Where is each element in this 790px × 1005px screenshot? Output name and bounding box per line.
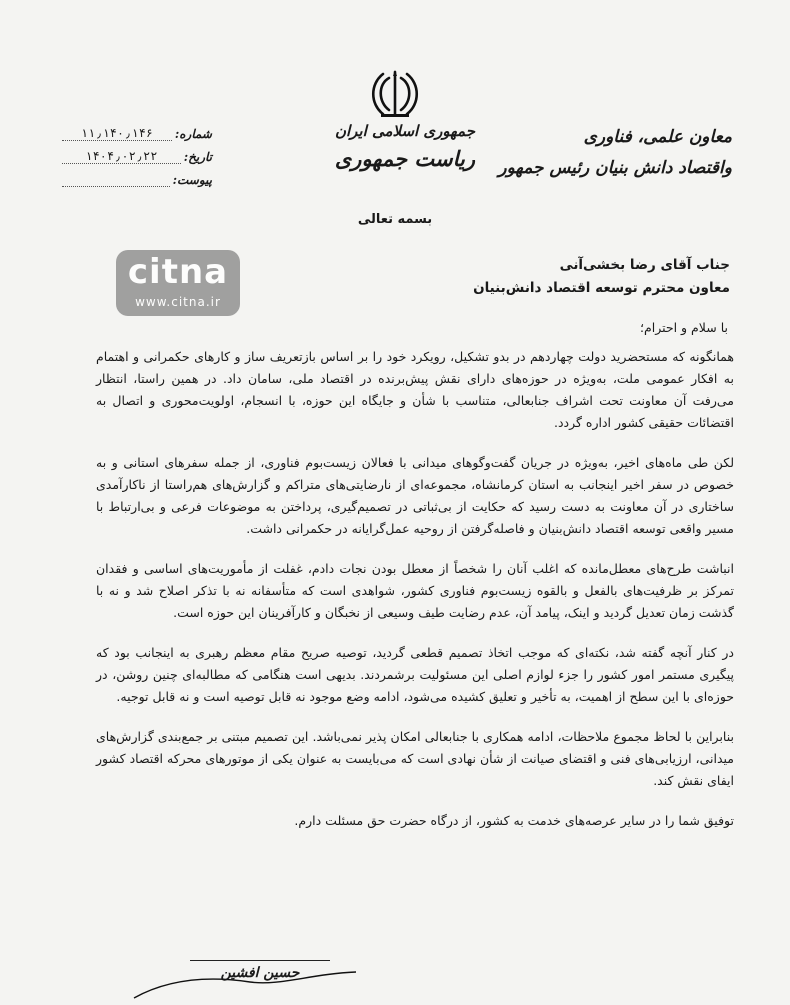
citna-watermark — [116, 250, 240, 316]
paragraph-4: در کنار آنچه گفته شد، نکته‌ای که موجب اتخاذ تصمیم قطعی گردید، توصیه صریح مقام معظم رهبری به اینجانب بود که پیگیری مستمر امور کشور را جزء لوازم اصلی این مسئولیت برشمردند. بدیهی است هنگامی که مطالبه‌ای چنین روشن، در حوزه‌ای با این سطح از اهمیت، به تأخیر و تعلیق کشیده می‌شود، ادامه وضع موجود نه قابل توصیه است و نه قابل توجیه. — [96, 645, 734, 704]
date-value: ۱۴۰۴٫۰۲٫۲۲ — [62, 149, 181, 164]
paragraph-2: لکن طی ماه‌های اخیر، به‌ویژه در جریان گفت‌وگوهای میدانی با فعالان زیست‌بوم فناوری، از جمله سفرهای استانی و به خصوص در سفر اخیر اینجانب به استان کرمانشاه، مجموعه‌ای از نارضایتی‌های متراکم و گزارش‌های هم‌راستا از ناکارآمدی ساختاری در آن معاونت به دست رسید که حکایت از بی‌ثباتی در تصمیم‌گیری، پرداختن به موضوعات فرعی و بی‌ارتباط با مسیر واقعی توسعه اقتصاد دانش‌بنیان و فاصله‌گرفتن از روحیه عمل‌گرایانه در حکمرانی داشت. — [96, 455, 734, 536]
date-label: تاریخ: — [183, 150, 212, 164]
attachment-value — [62, 186, 170, 187]
attachment-label: پیوست: — [172, 173, 212, 187]
letter-body — [96, 346, 734, 850]
signer-name: حسین افشین — [220, 965, 300, 981]
paragraph-3: انباشت طرح‌های معطل‌مانده که اغلب آنان را شخصاً از معطل بودن نجات دادم، غفلت از مأموریت‌های اساسی و فقدان تمرکز بر ظرفیت‌های بالفعل و بالقوه زیست‌بوم فناوری کشور، شواهدی است که متأسفانه نه با تذکر اصلاح شد و نه با گذشت زمان تعدیل گردید و اینک، پیامد آن، عدم رضایت طیف وسیعی از نخبگان و کارآفرینان این حوزه است. — [96, 561, 734, 620]
number-label: شماره: — [174, 127, 212, 141]
paragraph-5: بنابراین با لحاظ مجموع ملاحظات، ادامه همکاری با جنابعالی امکان پذیر نمی‌باشد. این تصمیم مبتنی بر جمع‌بندی گزارش‌های میدانی، ارزیابی‌های فنی و اقتضای صیانت از شأن نهادی است که می‌بایست به عنوان یکی از موتورهای محرکه اقتصاد کشور ایفای نقش کند. — [96, 729, 734, 788]
issuer-line-2: واقتصاد دانش بنیان رئیس جمهور — [498, 158, 732, 178]
greeting: با سلام و احترام؛ — [640, 320, 728, 335]
bismillah: بسمه تعالی — [357, 212, 433, 227]
presidency-name: ریاست جمهوری — [334, 146, 475, 171]
signature-line — [190, 960, 330, 961]
paragraph-1: همانگونه که مستحضرید دولت چهاردهم در بدو تشکیل، رویکرد خود را بر اساس بازتعریف ساز و کارهای حکمرانی و اهتمام به افکار عمومی ملت، به‌ویژه در حوزه‌های دارای نقش پیش‌برنده در اقتصاد ملی، سامان داد. در همین راستا، انتظار می‌رفت آن معاونت تحت اشراف جنابعالی، متناسب با شأن و جایگاه این حوزه، با انسجام، اولویت‌محوری و اتصال به اقتضائات حقیقی کشور اداره گردد. — [96, 349, 734, 430]
number-row — [62, 118, 212, 141]
issuer-header — [498, 122, 732, 184]
watermark-logo: citna — [127, 252, 229, 292]
issuer-line-1: معاون علمی، فناوری — [583, 127, 732, 147]
watermark-url: www.citna.ir — [135, 295, 221, 309]
signature-block — [190, 960, 330, 981]
attachment-row — [62, 164, 212, 187]
addressee — [370, 254, 730, 300]
date-row — [62, 141, 212, 164]
presidency-header — [335, 120, 475, 176]
iran-emblem-icon — [370, 68, 420, 120]
addressee-title: معاون محترم توسعه اقتصاد دانش‌بنیان — [473, 280, 730, 296]
paragraph-6: توفیق شما را در سایر عرصه‌های خدمت به کشور، از درگاه حضرت حق مسئلت دارم. — [294, 813, 734, 828]
number-value: ۱۱٫۱۴۰٫۱۴۶ — [62, 126, 172, 141]
letter-metadata — [62, 118, 212, 187]
addressee-name: جناب آقای رضا بخشی‌آنی — [559, 257, 730, 273]
country-name: جمهوری اسلامی ایران — [334, 122, 475, 140]
